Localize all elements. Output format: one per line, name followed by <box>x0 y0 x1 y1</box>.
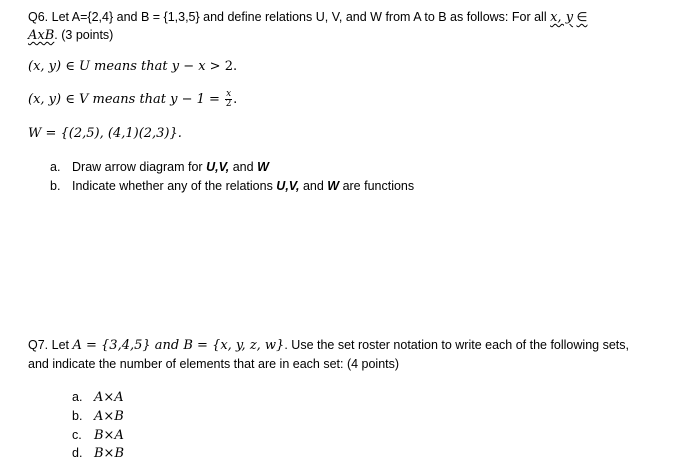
q7-item-d-marker: d. <box>72 446 83 460</box>
q6-item-b-bold: U,V, <box>276 179 300 193</box>
q7-item-b <box>72 409 124 424</box>
q6-item-b-prefix: Indicate whether any of the relations <box>72 179 277 193</box>
q6-header-prefix: Q6. Let A={2,4} and B = {1,3,5} and define relations U, V, and W from A to B as follows: For all <box>28 10 551 24</box>
q6-header-element-of: ∈ <box>576 10 588 24</box>
q7-header-line-2: and indicate the number of elements that are in each set: (4 points) <box>28 357 400 371</box>
q6-v-fraction-denominator: 2 <box>225 99 232 109</box>
q7-item-c <box>72 428 124 443</box>
q6-item-b-mid: and <box>299 179 328 193</box>
q7-line1-suffix: . Use the set roster notation to write each of the following sets, <box>284 338 629 352</box>
q7-item-b-expr: A×B <box>94 409 124 424</box>
q6-header-line-2 <box>28 28 113 43</box>
q6-u-definition <box>28 59 237 74</box>
q7-item-a-expr: A×A <box>94 390 124 405</box>
q7-item-d-expr: B×B <box>94 446 124 461</box>
q6-header-suffix: . (3 points) <box>54 28 114 42</box>
q6-v-definition <box>28 90 237 109</box>
q6-item-b-marker: b. <box>50 179 61 193</box>
q7-item-a-marker: a. <box>72 390 83 404</box>
q6-v-definition-lhs: (x, y) ∈ V means that y − 1 = <box>28 92 220 107</box>
q6-v-fraction-numerator: x <box>226 89 232 99</box>
q6-u-definition-lhs: (x, y) ∈ U means that y − x <box>28 59 206 74</box>
q7-item-c-expr: B×A <box>94 428 124 443</box>
q6-v-fraction <box>225 90 232 109</box>
q6-item-a <box>50 160 269 174</box>
q6-item-a-marker: a. <box>50 160 61 174</box>
q7-item-c-marker: c. <box>72 428 82 442</box>
q6-item-b <box>50 179 414 193</box>
q6-u-definition-rhs: > 2. <box>205 59 238 74</box>
q6-item-a-prefix: Draw arrow diagram for <box>72 160 207 174</box>
q7-line1-sets: A = {3,4,5} and B = {x, y, z, w} <box>72 338 285 353</box>
q7-header-line <box>28 338 629 353</box>
q6-item-a-bold2: W <box>257 160 269 174</box>
q6-item-b-bold2: W <box>327 179 340 193</box>
q7-item-a <box>72 390 124 405</box>
q7-item-d <box>72 446 124 461</box>
q7-item-b-marker: b. <box>72 409 83 423</box>
q6-w-definition: W = {(2,5), (4,1)(2,3)}. <box>28 126 182 141</box>
q7-line1-prefix: Q7. Let <box>28 338 73 352</box>
q6-header-set: AxB <box>28 28 55 43</box>
q6-item-a-mid: and <box>229 160 258 174</box>
q6-v-definition-end: . <box>233 92 238 107</box>
q6-header-line <box>28 9 587 25</box>
q6-header-variables: x, y <box>550 10 574 25</box>
q6-item-b-suffix: are functions <box>339 179 415 193</box>
q6-item-a-bold: U,V, <box>206 160 230 174</box>
